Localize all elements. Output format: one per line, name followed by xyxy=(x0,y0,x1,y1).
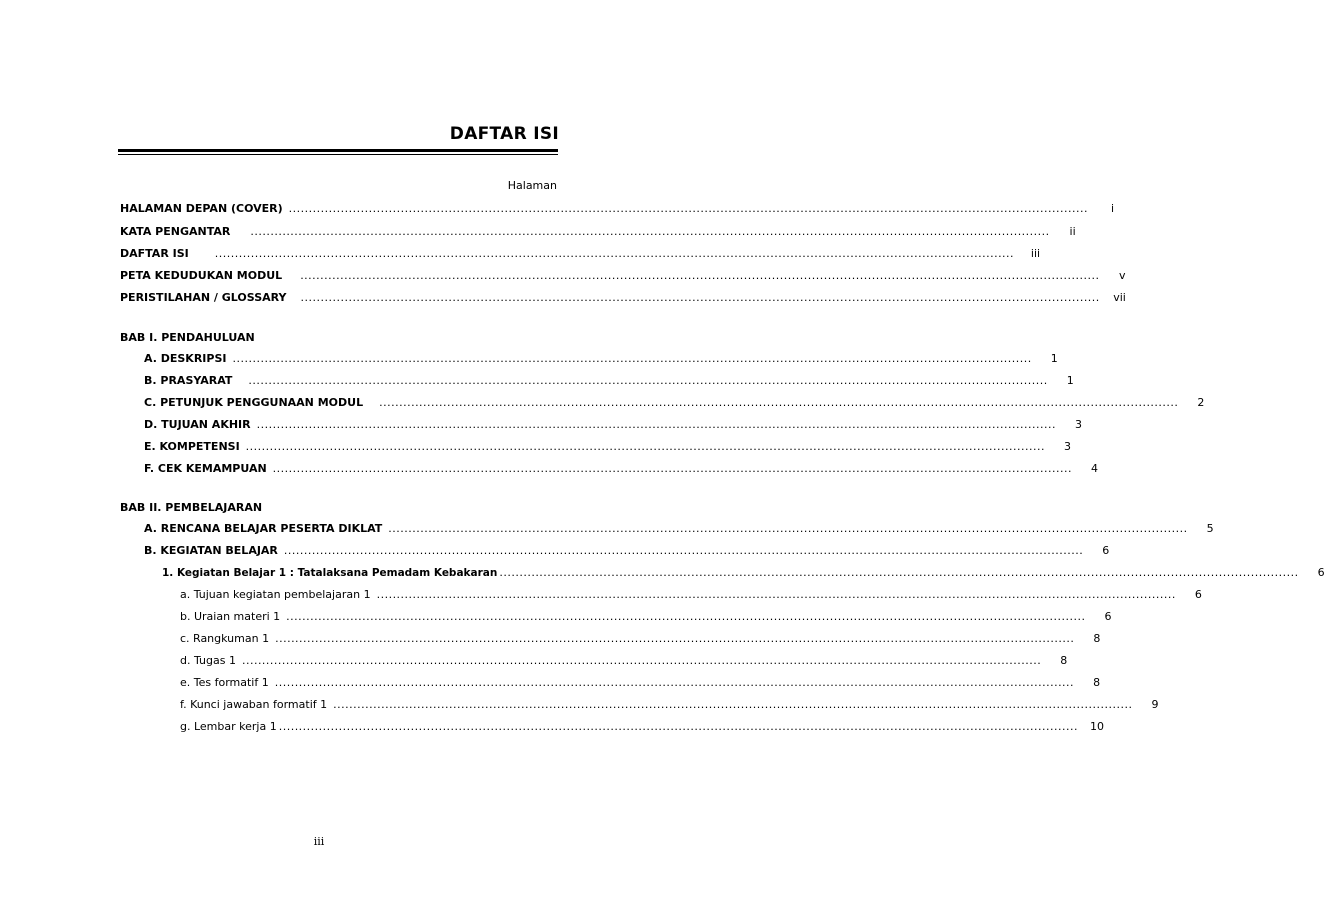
toc-entry-page: 6 xyxy=(1317,566,1325,579)
toc-entry-label: b. Uraian materi 1 xyxy=(180,610,281,623)
toc-entry-label: KATA PENGANTAR xyxy=(120,225,231,238)
leader-dots: ........................................................................................................................................................................................................ xyxy=(272,462,1072,475)
toc-entry[interactable] xyxy=(144,522,1214,538)
toc-entry-label: e. Tes formatif 1 xyxy=(180,676,269,689)
toc-entry[interactable] xyxy=(120,202,1114,218)
leader-dots: ........................................................................................................................................................................................................ xyxy=(376,588,1176,601)
toc-entry-page: vii xyxy=(1113,291,1126,304)
toc-entry-label: HALAMAN DEPAN (COVER) xyxy=(120,202,283,215)
toc-entry[interactable] xyxy=(180,610,1112,626)
toc-entry[interactable] xyxy=(162,566,1325,582)
toc-entry-label: B. KEGIATAN BELAJAR xyxy=(144,544,278,557)
leader-dots: ........................................................................................................................................................................................................ xyxy=(232,352,1032,365)
leader-dots: ........................................................................................................................................................................................................ xyxy=(214,247,1015,260)
toc-entry-label: C. PETUNJUK PENGGUNAAN MODUL xyxy=(144,396,364,409)
toc-entry-label: a. Tujuan kegiatan pembelajaran 1 xyxy=(180,588,371,601)
toc-entry-page: 8 xyxy=(1093,676,1101,689)
toc-entry-label: PETA KEDUDUKAN MODUL xyxy=(120,269,283,282)
leader-dots: ........................................................................................................................................................................................................ xyxy=(288,202,1088,215)
toc-entry-label: g. Lembar kerja 1 xyxy=(180,720,277,733)
toc-entry-page: 10 xyxy=(1090,720,1105,733)
toc-entry-label: DAFTAR ISI xyxy=(120,247,189,260)
toc-entry-label: PERISTILAHAN / GLOSSARY xyxy=(120,291,287,304)
toc-entry[interactable] xyxy=(180,632,1101,648)
toc-entry-page: 6 xyxy=(1102,544,1110,557)
leader-dots: ........................................................................................................................................................................................................ xyxy=(283,544,1084,557)
toc-entry-label: E. KOMPETENSI xyxy=(144,440,240,453)
toc-entry-label: A. RENCANA BELAJAR PESERTA DIKLAT xyxy=(144,522,383,535)
title-rule-thick xyxy=(118,149,558,152)
toc-entry-page: v xyxy=(1119,269,1126,282)
toc-entry-page: ii xyxy=(1069,225,1076,238)
leader-dots: ........................................................................................................................................................................................................ xyxy=(278,720,1079,733)
leader-dots: ........................................................................................................................................................................................................ xyxy=(245,440,1045,453)
leader-dots: ........................................................................................................................................................................................................ xyxy=(300,269,1100,282)
leader-dots: ........................................................................................................................................................................................................ xyxy=(499,566,1299,579)
leader-dots: ........................................................................................................................................................................................................ xyxy=(286,610,1086,623)
leader-dots: ........................................................................................................................................................................................................ xyxy=(241,654,1042,667)
page-column-header: Halaman xyxy=(507,179,557,192)
toc-entry-page: iii xyxy=(1030,247,1041,260)
toc-entry-page: 1 xyxy=(1066,374,1074,387)
toc-entry[interactable] xyxy=(120,225,1076,241)
toc-entry-label: B. PRASYARAT xyxy=(144,374,233,387)
toc-entry-label: D. TUJUAN AKHIR xyxy=(144,418,251,431)
toc-entry-label: 1. Kegiatan Belajar 1 : Tatalaksana Pemadam Kebakaran xyxy=(162,567,498,579)
toc-entry[interactable] xyxy=(120,291,1126,307)
toc-entry[interactable] xyxy=(180,654,1068,670)
leader-dots: ........................................................................................................................................................................................................ xyxy=(300,291,1100,304)
toc-entry[interactable] xyxy=(180,698,1159,714)
leader-dots: ........................................................................................................................................................................................................ xyxy=(333,698,1133,711)
leader-dots: ........................................................................................................................................................................................................ xyxy=(388,522,1188,535)
toc-entry-label: A. DESKRIPSI xyxy=(144,352,227,365)
toc-entry-label: d. Tugas 1 xyxy=(180,654,236,667)
page-title: DAFTAR ISI xyxy=(449,124,559,144)
toc-entry-page: 3 xyxy=(1074,418,1082,431)
page-number: iii xyxy=(313,835,325,848)
toc-entry[interactable] xyxy=(144,396,1205,412)
toc-entry[interactable] xyxy=(180,720,1105,736)
toc-entry[interactable] xyxy=(144,544,1110,560)
toc-entry[interactable] xyxy=(180,588,1202,604)
leader-dots: ........................................................................................................................................................................................................ xyxy=(248,374,1048,387)
toc-entry-page: 8 xyxy=(1060,654,1068,667)
toc-entry-page: 3 xyxy=(1064,440,1071,453)
toc-entry[interactable] xyxy=(144,440,1071,456)
toc-entry-label: f. Kunci jawaban formatif 1 xyxy=(180,698,328,711)
toc-entry[interactable] xyxy=(180,676,1101,692)
toc-entry-page: 1 xyxy=(1050,352,1058,365)
toc-entry-label: F. CEK KEMAMPUAN xyxy=(144,462,267,475)
leader-dots: ........................................................................................................................................................................................................ xyxy=(379,396,1179,409)
toc-entry-page: 6 xyxy=(1194,588,1202,601)
leader-dots: ........................................................................................................................................................................................................ xyxy=(250,225,1050,238)
toc-entry[interactable] xyxy=(120,247,1041,263)
leader-dots: ........................................................................................................................................................................................................ xyxy=(274,676,1075,689)
title-rule-thin xyxy=(118,154,558,155)
toc-entry-page: i xyxy=(1110,202,1114,215)
toc-entry-page: 6 xyxy=(1104,610,1112,623)
toc-entry-page: 9 xyxy=(1151,698,1159,711)
toc-entry[interactable] xyxy=(144,418,1082,434)
leader-dots: ........................................................................................................................................................................................................ xyxy=(256,418,1056,431)
toc-entry-page: 4 xyxy=(1091,462,1098,475)
toc-entry-page: 8 xyxy=(1093,632,1101,645)
toc-entry[interactable] xyxy=(144,462,1098,478)
chapter-heading: BAB I. PENDAHULUAN xyxy=(120,331,255,344)
toc-entry[interactable] xyxy=(120,269,1126,285)
toc-entry-page: 5 xyxy=(1206,522,1214,535)
toc-entry-label: c. Rangkuman 1 xyxy=(180,632,270,645)
leader-dots: ........................................................................................................................................................................................................ xyxy=(275,632,1075,645)
toc-entry[interactable] xyxy=(144,352,1058,368)
toc-entry-page: 2 xyxy=(1197,396,1205,409)
toc-entry[interactable] xyxy=(144,374,1074,390)
chapter-heading: BAB II. PEMBELAJARAN xyxy=(120,501,263,514)
